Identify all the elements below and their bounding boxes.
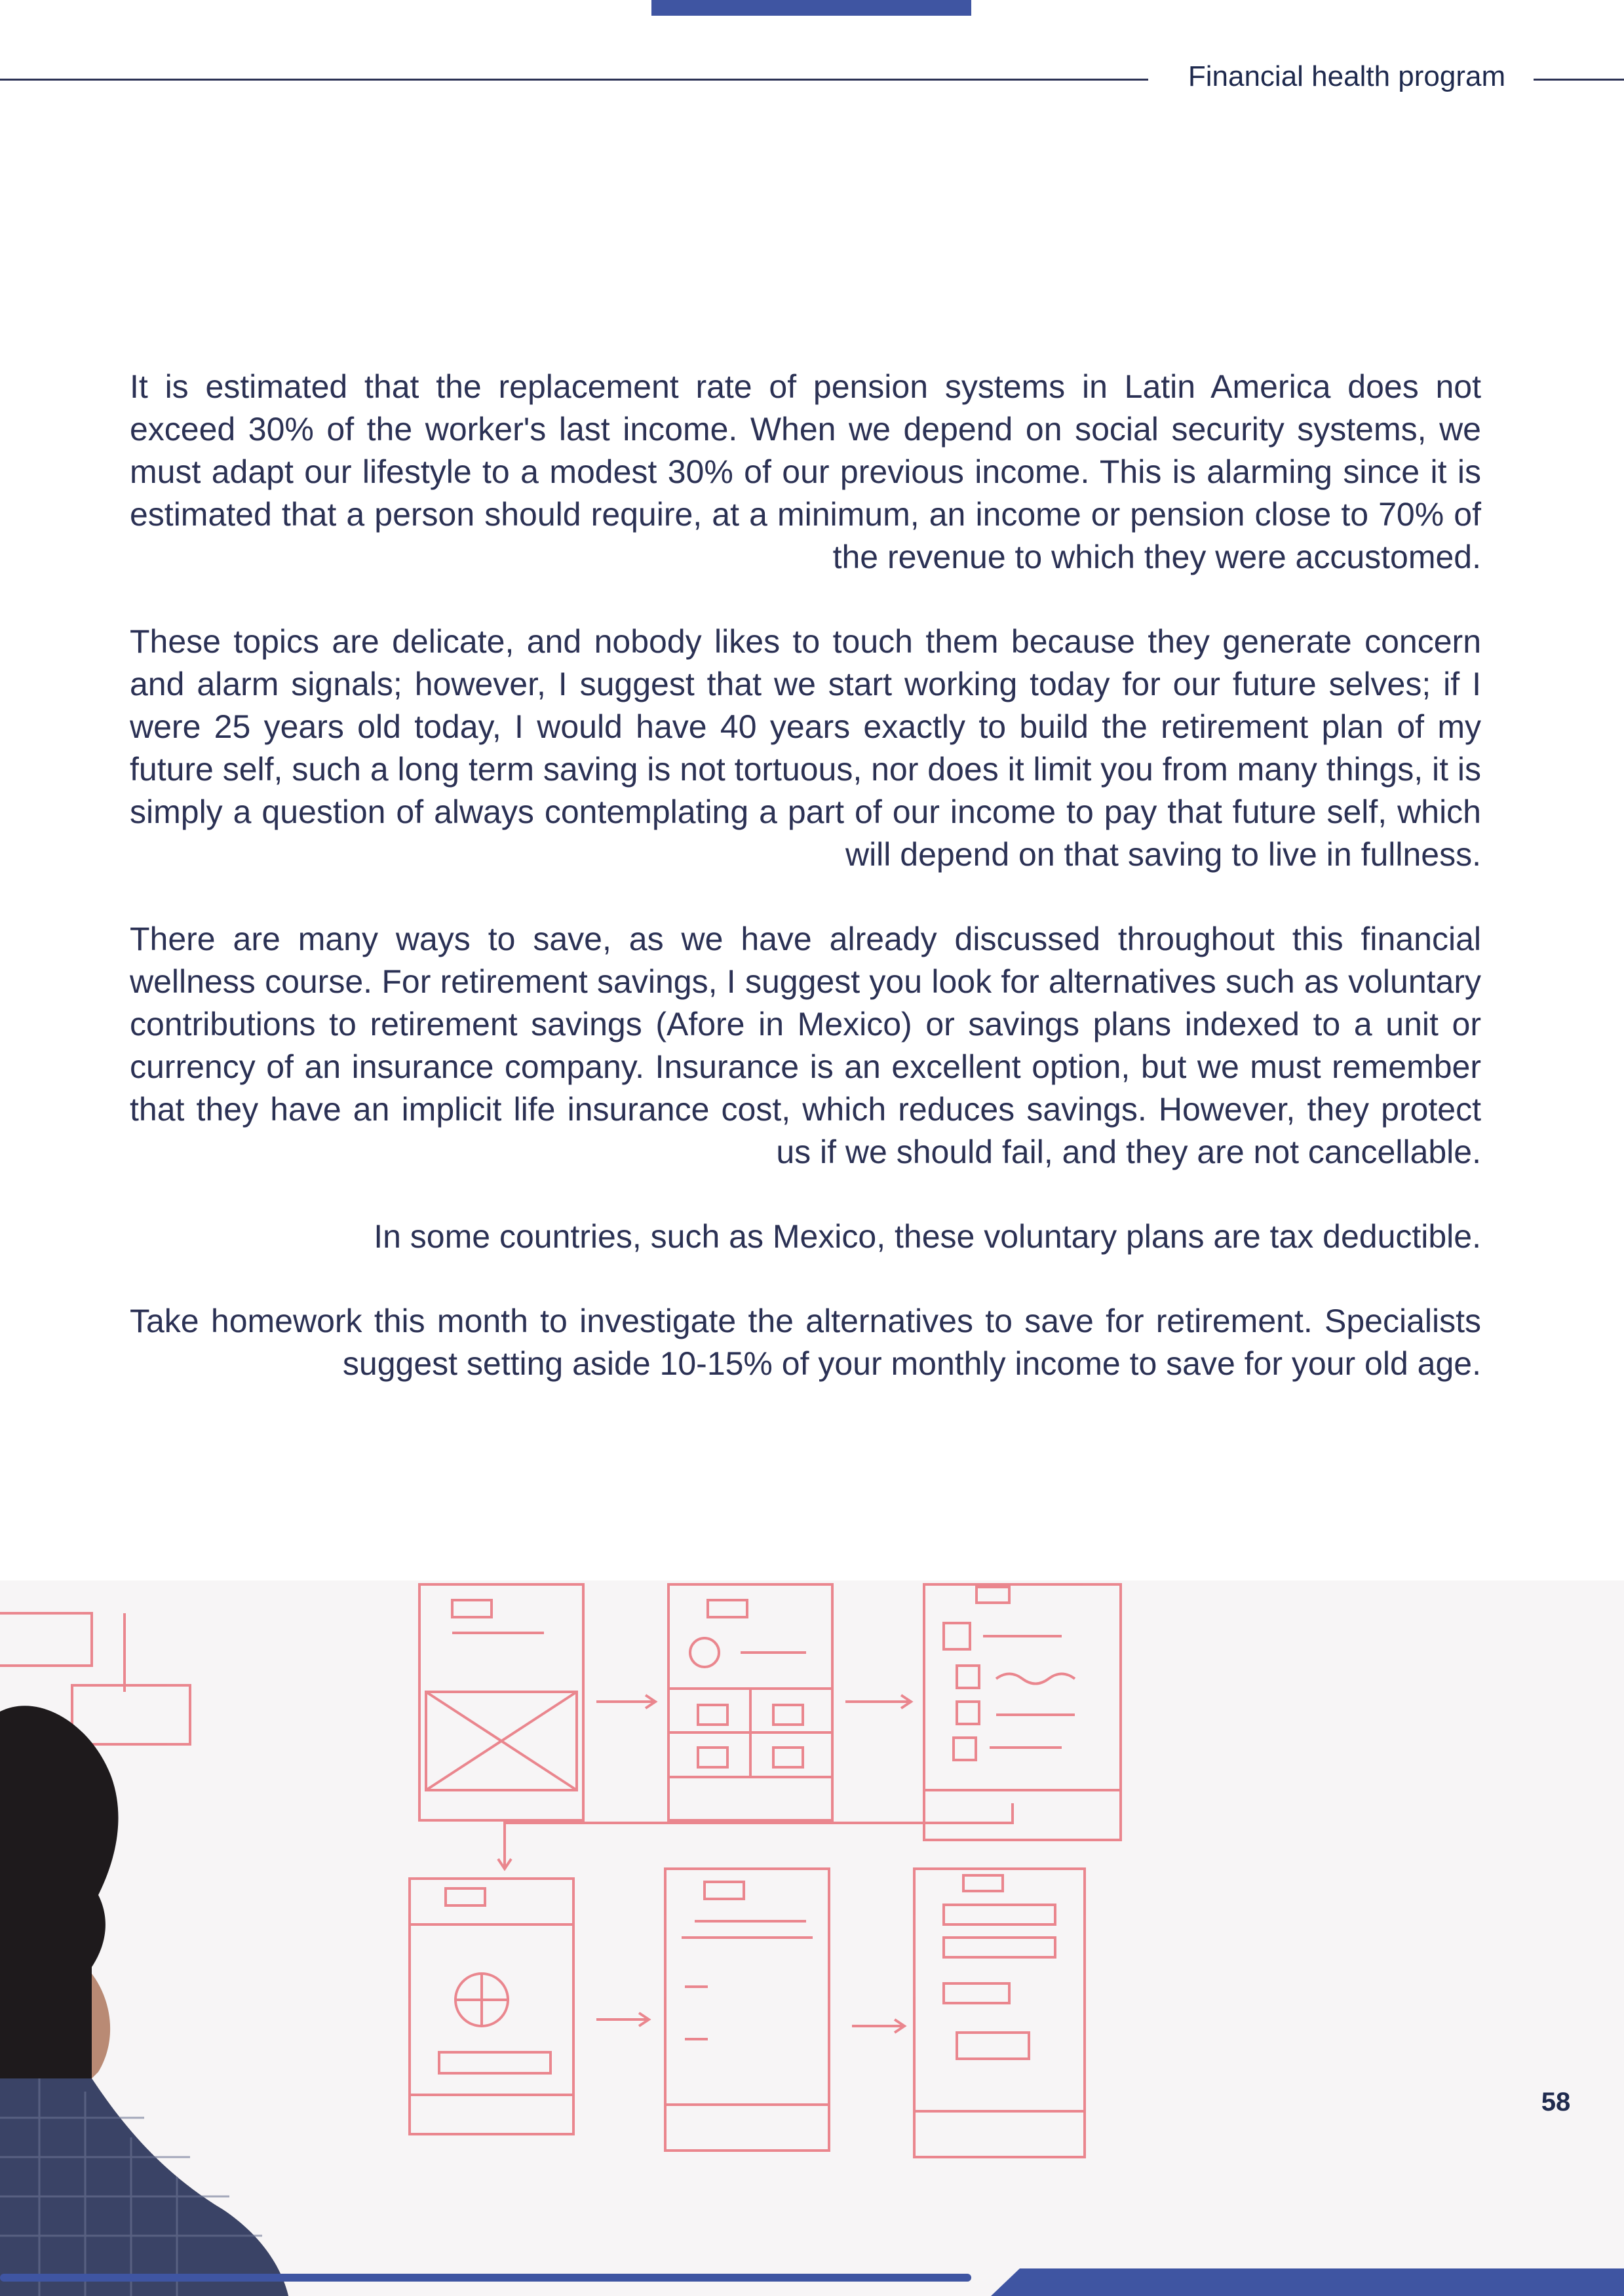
header-rule-right bbox=[1534, 79, 1624, 81]
wireframe-6 bbox=[914, 1869, 1085, 2157]
paragraph-tax-deductible: In some countries, such as Mexico, these voluntary plans are tax deductible. bbox=[374, 1218, 1481, 1255]
wireframe-5 bbox=[665, 1869, 829, 2151]
whiteboard-sketch-illustration bbox=[0, 1580, 1624, 2296]
top-accent-tab bbox=[651, 0, 971, 16]
person-silhouette bbox=[0, 1706, 288, 2296]
paragraph-future-selves: These topics are delicate, and nobody likes to touch them because they generate concern and alarm signals; however, I suggest that we start working today for our future selves; if I were 25 years old today, I would have 40 years exactly to build the retirement plan of my future self, such a long term saving is not tortuous, nor does it limit you from many things, it is simply a question of always contemplating a part of our income to pay that future self, which will depend on that saving to live in fullness. bbox=[130, 623, 1482, 873]
paragraph-ways-to-save: There are many ways to save, as we have already discussed throughout this financial wellness course. For retirement savings, I suggest you look for alternatives such as voluntary contributions to retirement savings (Afore in Mexico) or savings plans indexed to a unit or currency of an insurance company. Insurance is an excellent option, but we must remember that they have an implicit life insurance cost, which reduces savings. However, they protect us if we should fail, and they are not cancellable. bbox=[130, 921, 1481, 1170]
header-rule-left bbox=[0, 79, 1148, 81]
whiteboard-photo bbox=[0, 1580, 1624, 2296]
sketch-contact-box bbox=[72, 1685, 190, 1744]
page-number: 58 bbox=[1541, 2088, 1571, 2116]
paragraph-homework: Take homework this month to investigate the alternatives to save for retirement. Specialists suggest setting aside 10-15% of your monthly income to save for your old age. bbox=[130, 1303, 1481, 1382]
sketch-box-left bbox=[0, 1613, 92, 1666]
running-header-title: Financial health program bbox=[1188, 60, 1506, 92]
paragraph-replacement-rate: It is estimated that the replacement rate of pension systems in Latin America does not exceed 30% of the worker's last income. When we depend on social security systems, we must adapt our lifestyle to a modest 30% of our previous income. This is alarming since it is estimated that a person should require, at a minimum, an income or pension close to 70% of the revenue to which they were accustomed. bbox=[130, 368, 1481, 575]
body-text bbox=[130, 366, 1481, 1427]
